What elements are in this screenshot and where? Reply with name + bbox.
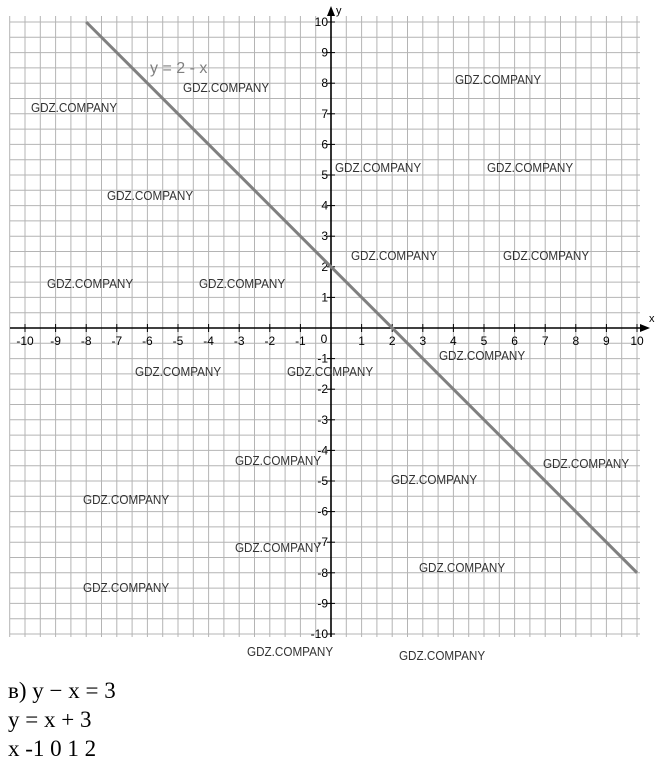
watermark-text: GDZ.COMPANY bbox=[398, 648, 486, 664]
watermark-text: GDZ.COMPANY bbox=[286, 364, 374, 380]
watermark-text: GDZ.COMPANY bbox=[30, 100, 118, 116]
y-tick-label: 3 bbox=[321, 229, 328, 244]
x-tick-label: 4 bbox=[450, 334, 457, 348]
y-tick-label: -1 bbox=[317, 351, 328, 366]
watermark-text: GDZ.COMPANY bbox=[82, 580, 170, 596]
watermark-text: GDZ.COMPANY bbox=[334, 160, 422, 176]
watermark-text: GDZ.COMPANY bbox=[350, 248, 438, 264]
y-tick-label: 8 bbox=[321, 76, 328, 91]
x-tick-label: 3 bbox=[419, 334, 427, 348]
watermark-text: GDZ.COMPANY bbox=[82, 492, 170, 508]
y-tick-label: -8 bbox=[317, 565, 328, 580]
y-tick-label: 4 bbox=[321, 198, 328, 213]
x-tick-label: 5 bbox=[480, 334, 488, 348]
watermark-text: GDZ.COMPANY bbox=[438, 348, 526, 364]
y-tick-label: -3 bbox=[317, 412, 328, 427]
y-tick-label: -2 bbox=[317, 382, 328, 397]
solution-line-2: y = x + 3 bbox=[8, 707, 92, 732]
x-tick-label: 1 bbox=[358, 334, 365, 348]
y-tick-label: -6 bbox=[317, 504, 328, 519]
watermark-text: GDZ.COMPANY bbox=[134, 364, 222, 380]
watermark-text: GDZ.COMPANY bbox=[246, 644, 334, 660]
x-tick-label: -10 bbox=[16, 334, 34, 348]
x-tick-label: -3 bbox=[233, 334, 245, 348]
y-tick-label: 2 bbox=[321, 259, 328, 274]
solution-line-3: x -1 0 1 2 bbox=[8, 736, 97, 761]
y-tick-label: 10 bbox=[314, 15, 328, 29]
watermark-text: GDZ.COMPANY bbox=[542, 456, 630, 472]
watermark-text: GDZ.COMPANY bbox=[234, 453, 322, 469]
x-tick-label: -8 bbox=[80, 334, 92, 348]
watermark-text: GDZ.COMPANY bbox=[46, 276, 134, 292]
x-tick-label: 8 bbox=[572, 334, 580, 348]
origin-label: 0 bbox=[320, 332, 328, 346]
x-tick-label: 6 bbox=[511, 334, 518, 348]
x-tick-label: -1 bbox=[295, 334, 306, 348]
x-tick-label: 9 bbox=[603, 334, 610, 348]
watermark-text: GDZ.COMPANY bbox=[182, 80, 270, 96]
watermark-text: GDZ.COMPANY bbox=[454, 72, 542, 88]
x-axis-label: x bbox=[649, 313, 655, 325]
x-tick-label: -6 bbox=[142, 334, 153, 348]
y-tick-label: -5 bbox=[317, 474, 328, 488]
x-tick-label: 2 bbox=[388, 334, 396, 348]
x-tick-label: -2 bbox=[264, 334, 276, 348]
y-tick-label: 9 bbox=[321, 45, 328, 60]
x-tick-label: -5 bbox=[172, 334, 184, 348]
y-tick-label: -9 bbox=[317, 596, 328, 611]
y-tick-label: -10 bbox=[310, 627, 328, 641]
x-tick-label: 7 bbox=[541, 334, 549, 348]
series-label: y = 2 - x bbox=[150, 60, 208, 77]
watermark-text: GDZ.COMPANY bbox=[486, 160, 574, 176]
watermark-text: GDZ.COMPANY bbox=[390, 472, 478, 488]
solution-text bbox=[8, 676, 116, 763]
x-tick-label: -7 bbox=[111, 334, 123, 348]
y-tick-label: 5 bbox=[321, 168, 328, 182]
x-tick-label: -4 bbox=[203, 334, 214, 348]
x-tick-label: 10 bbox=[630, 334, 644, 348]
x-tick-label: -9 bbox=[50, 334, 61, 348]
watermark-text: GDZ.COMPANY bbox=[198, 276, 286, 292]
watermark-text: GDZ.COMPANY bbox=[106, 188, 194, 204]
y-tick-label: -4 bbox=[317, 443, 328, 458]
y-tick-label: -7 bbox=[317, 535, 328, 550]
y-axis-arrow bbox=[327, 6, 335, 16]
solution-line-1: в) y − x = 3 bbox=[8, 678, 116, 703]
y-tick-label: 6 bbox=[321, 137, 328, 152]
watermark-text: GDZ.COMPANY bbox=[502, 248, 590, 264]
watermark-text: GDZ.COMPANY bbox=[418, 560, 506, 576]
y-tick-label: 1 bbox=[321, 290, 328, 305]
x-axis-arrow bbox=[640, 324, 650, 332]
watermark-text: GDZ.COMPANY bbox=[234, 540, 322, 556]
y-axis-label: y bbox=[336, 5, 342, 17]
y-tick-label: 7 bbox=[321, 106, 328, 121]
